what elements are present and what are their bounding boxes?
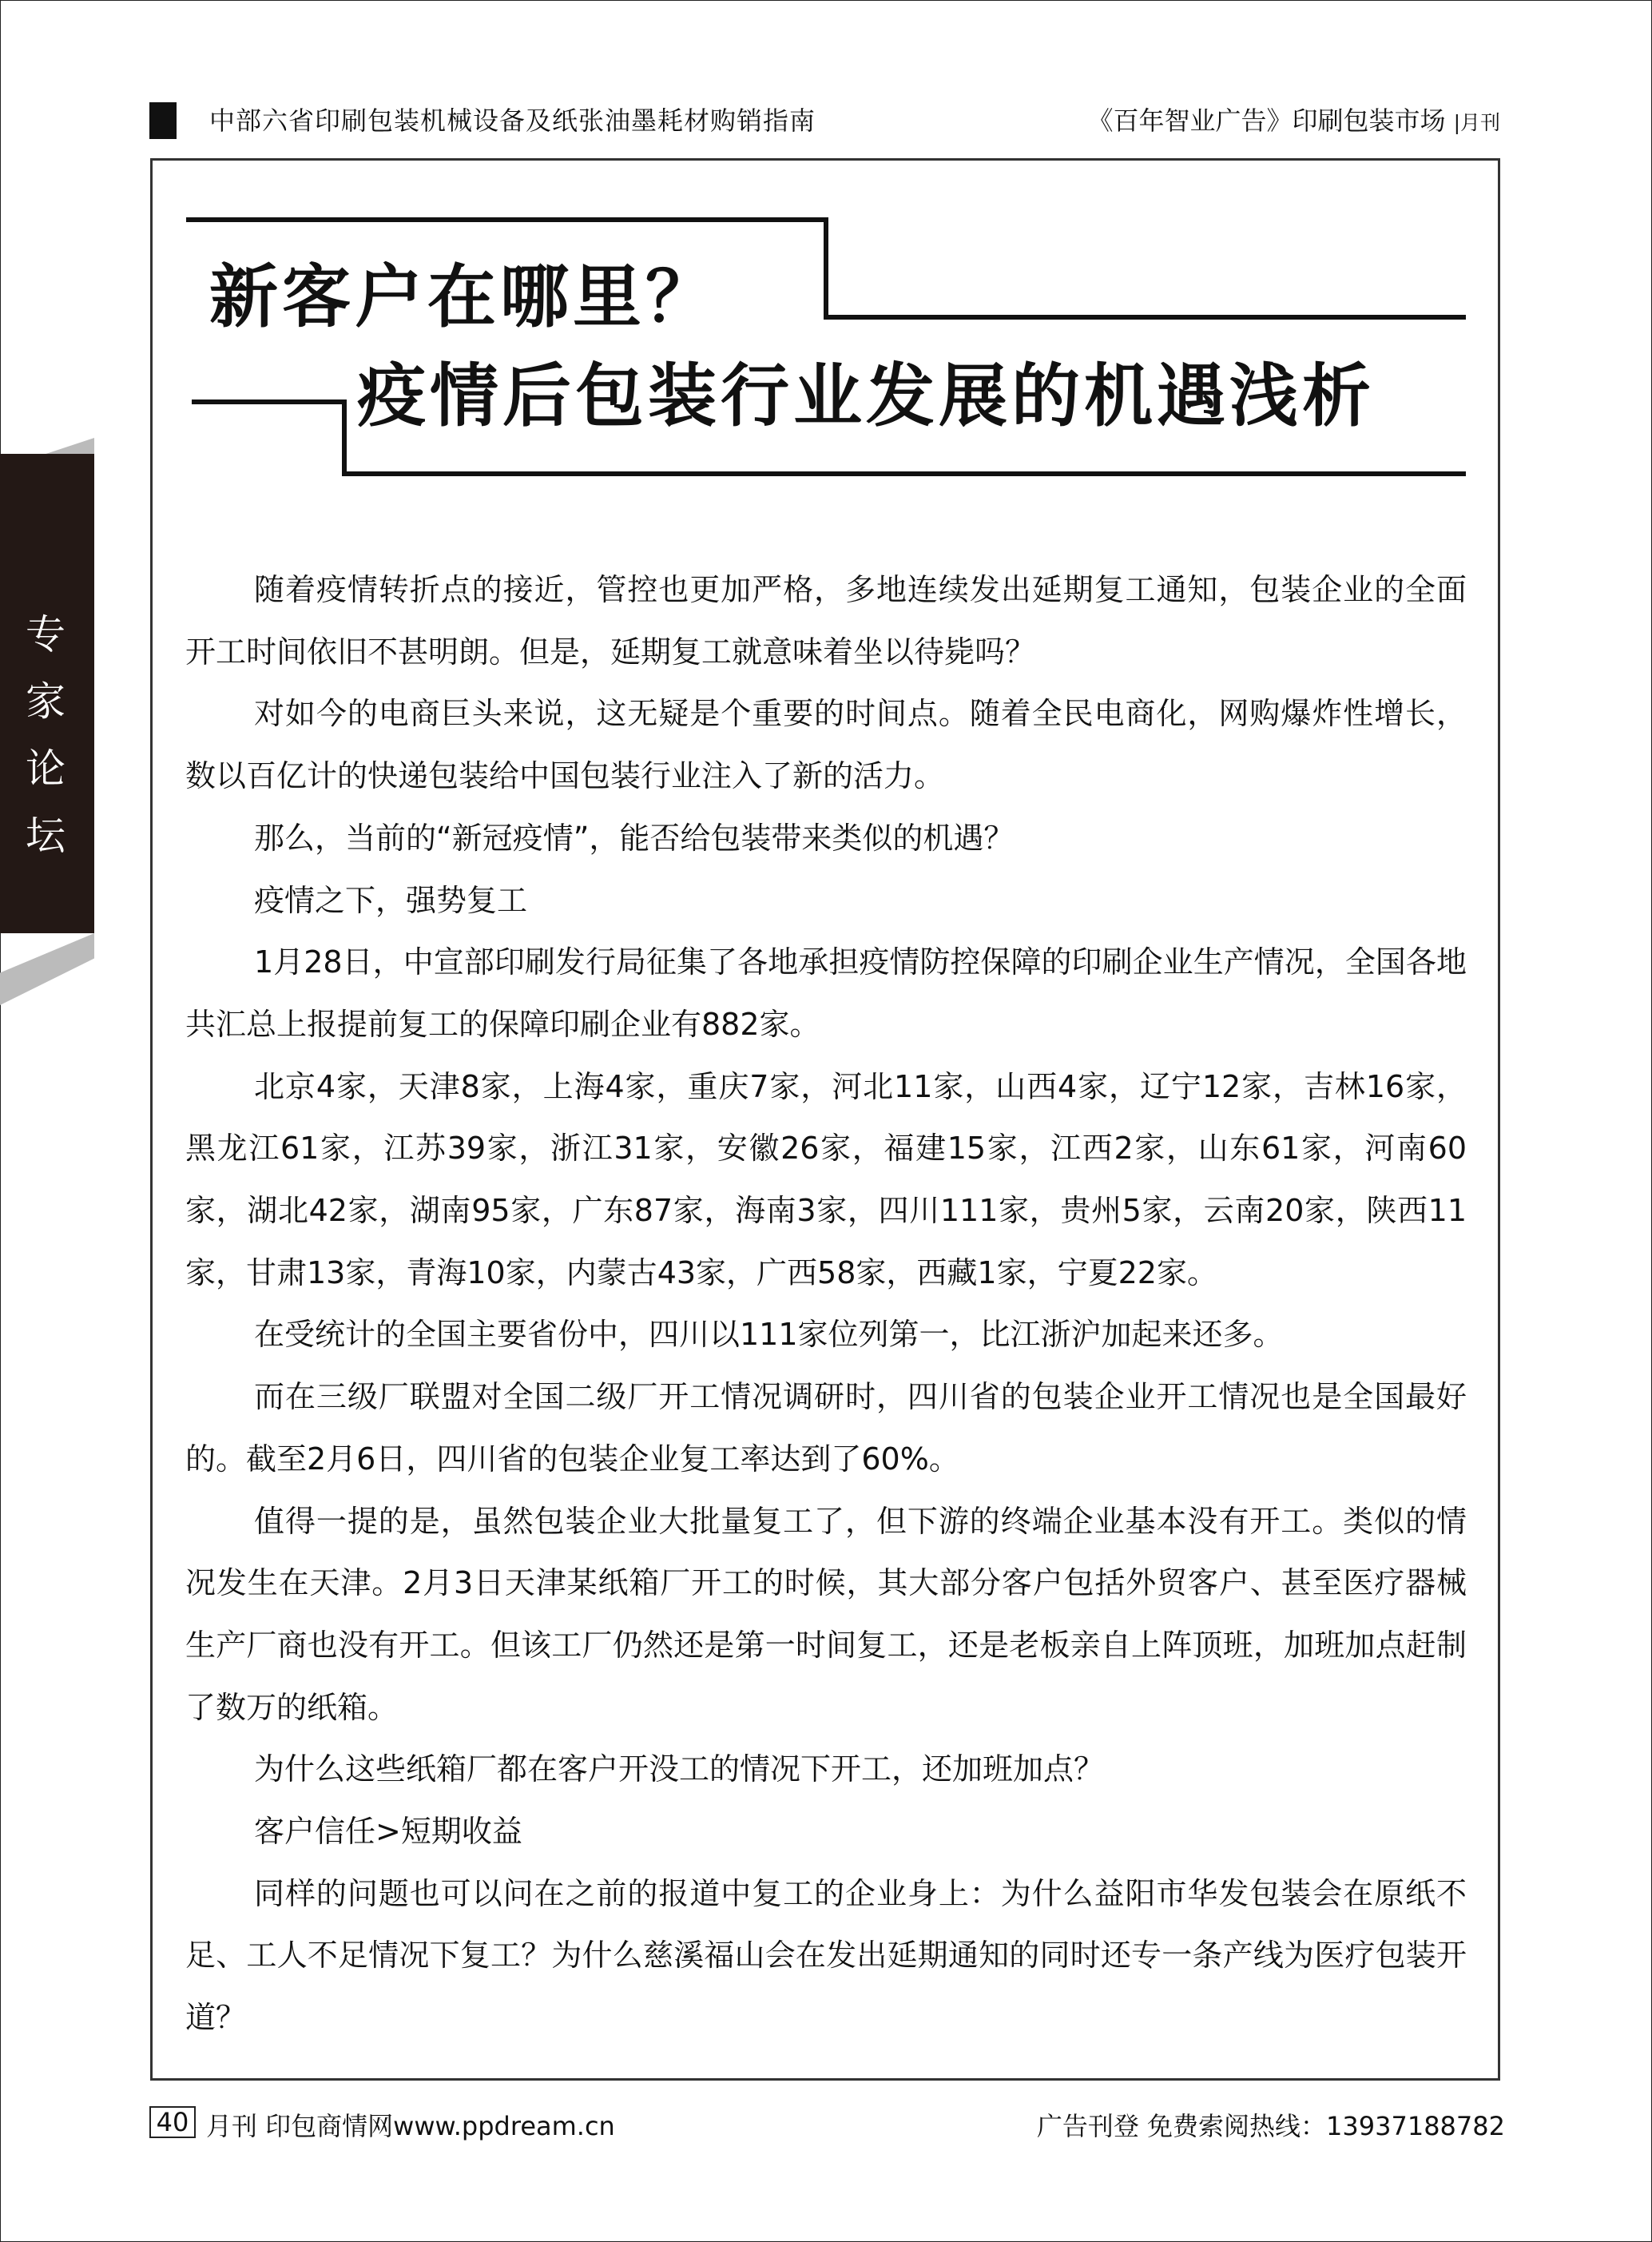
page-number: 40 xyxy=(149,2106,196,2138)
side-tab-char: 家 xyxy=(26,678,66,725)
side-tab-label xyxy=(18,601,73,869)
article-paragraph: 那么，当前的“新冠疫情”，能否给包装带来类似的机遇？ xyxy=(254,820,1015,856)
header-bar-mark xyxy=(149,102,177,139)
article-paragraph: 在受统计的全国主要省份中，四川以111家位列第一，比江浙沪加起来还多。 xyxy=(254,1317,1284,1353)
side-tab-char: 论 xyxy=(26,745,66,792)
header-right-text: 《百年智业广告》印刷包装市场 xyxy=(1087,105,1446,136)
footer-right-text: 广告刊登 免费索阅热线：13937188782 xyxy=(1036,2111,1505,2141)
header-left-text: 中部六省印刷包装机械设备及纸张油墨耗材购销指南 xyxy=(209,105,816,136)
article-paragraph: 对如今的电商巨头来说，这无疑是个重要的时间点。随着全民电商化，网购爆炸性增长，数以百亿计的快递包装给中国包装行业注入了新的活力。 xyxy=(185,696,1467,794)
article-paragraph: 1月28日，中宣部印刷发行局征集了各地承担疫情防控保障的印刷企业生产情况，全国各地共汇总上报提前复工的保障印刷企业有882家。 xyxy=(185,944,1467,1042)
article-paragraph: 北京4家，天津8家，上海4家，重庆7家，河北11家，山西4家，辽宁12家，吉林16家，黑龙江61家，江苏39家，浙江31家，安徽26家，福建15家，江西2家，山东61家，河南60家，湖北42家，湖南95家，广东87家，海南3家，四川111家，贵州5家，云南20家，陕西11家，甘肃13家，青海10家，内蒙古43家，广西58家，西藏1家，宁夏22家。 xyxy=(185,1068,1467,1290)
side-tab-char: 专 xyxy=(26,611,66,658)
title-line-bottom xyxy=(342,471,1466,476)
article-title-line1: 新客户在哪里？ xyxy=(209,257,718,337)
header-right xyxy=(1088,101,1500,137)
title-line-bottom-rise xyxy=(342,400,347,476)
article-paragraph: 为什么这些纸箱厂都在客户开没工的情况下开工，还加班加点？ xyxy=(254,1751,1105,1787)
article-body xyxy=(185,559,1467,2049)
article-subheading: 客户信任>短期收益 xyxy=(254,1814,522,1850)
title-line-top xyxy=(186,217,828,222)
title-line-top-drop xyxy=(824,217,828,320)
article-paragraph: 随着疫情转折点的接近，管控也更加严格，多地连续发出延期复工通知，包装企业的全面开工时间依旧不甚明朗。但是，延期复工就意味着坐以待毙吗？ xyxy=(185,572,1467,670)
title-line-mid-left xyxy=(192,400,347,404)
article-paragraph: 而在三级厂联盟对全国二级厂开工情况调研时，四川省的包装企业开工情况也是全国最好的。截至2月6日，四川省的包装企业复工率达到了60%。 xyxy=(185,1379,1467,1477)
article-title-line2: 疫情后包装行业发展的机遇浅析 xyxy=(357,356,1375,436)
header-right-suffix: |月刊 xyxy=(1453,111,1500,134)
article-subheading: 疫情之下，强势复工 xyxy=(254,882,528,918)
footer-left-text: 月刊 印包商情网www.ppdream.cn xyxy=(206,2111,615,2141)
article-paragraph: 值得一提的是，虽然包装企业大批量复工了，但下游的终端企业基本没有开工。类似的情况发生在天津。2月3日天津某纸箱厂开工的时候，其大部分客户包括外贸客户、甚至医疗器械生产厂商也没有开工。但该工厂仍然还是第一时间复工，还是老板亲自上阵顶班，加班加点赶制了数万的纸箱。 xyxy=(185,1503,1467,1725)
title-line-mid-right xyxy=(824,315,1466,320)
side-tab-char: 坛 xyxy=(26,813,66,859)
article-paragraph: 同样的问题也可以问在之前的报道中复工的企业身上：为什么益阳市华发包装会在原纸不足、工人不足情况下复工？为什么慈溪福山会在发出延期通知的同时还专一条产线为医疗包装开道？ xyxy=(185,1875,1467,2036)
